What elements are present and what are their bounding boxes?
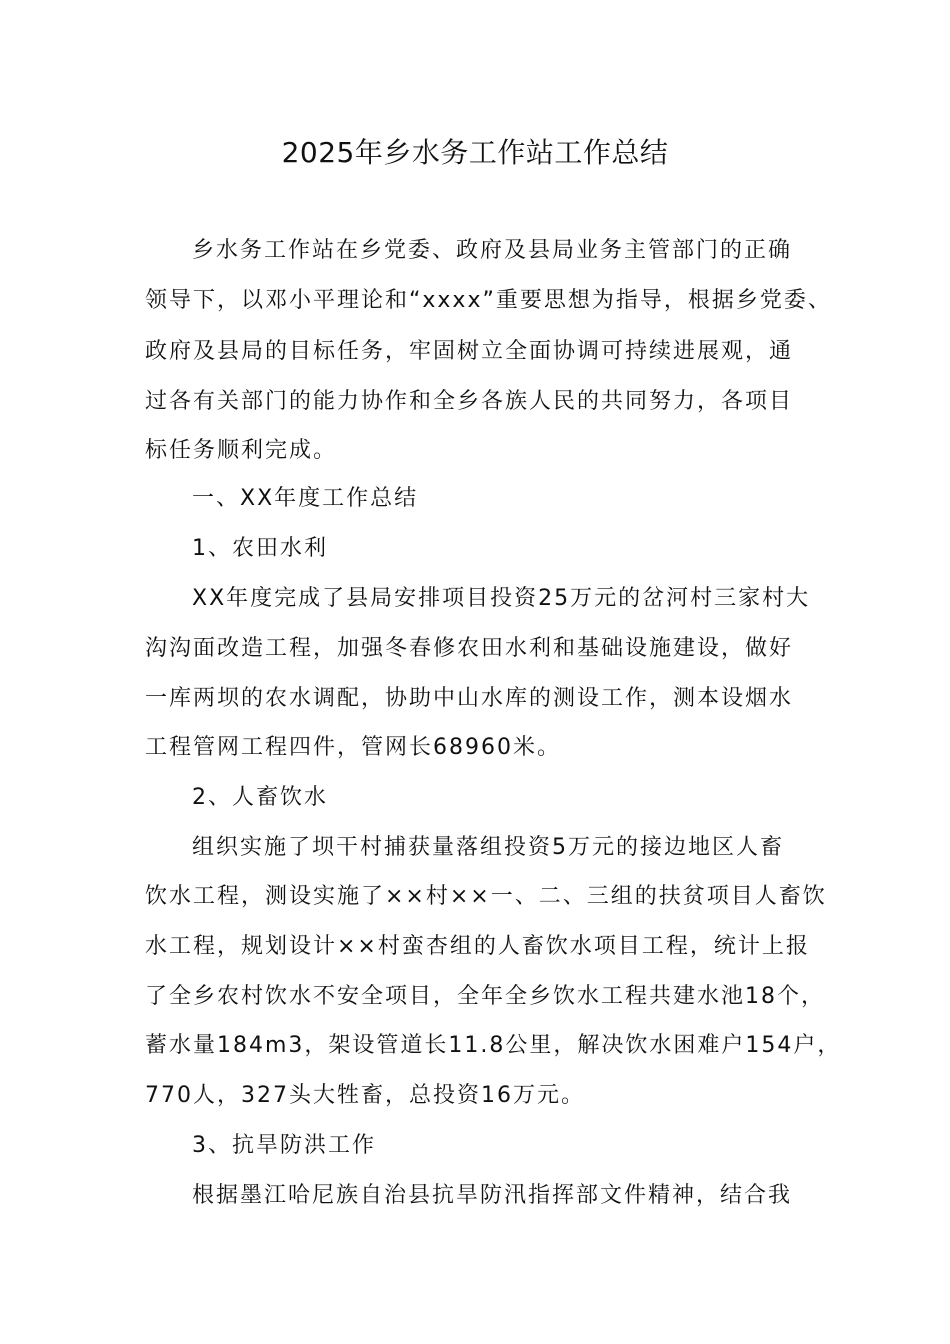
document-title: 2025年乡水务工作站工作总结 — [281, 136, 669, 169]
paragraph-line: 蓄水量184m3，架设管道长11.8公里，解决饮水困难户154户， — [145, 1033, 842, 1058]
paragraph-line: 组织实施了坝干村捕获量落组投资5万元的接边地区人畜 — [192, 835, 784, 860]
section-heading: 一、XX年度工作总结 — [192, 486, 419, 511]
paragraph-line: 了全乡农村饮水不安全项目，全年全乡饮水工程共建水池18个， — [145, 984, 825, 1009]
subsection-heading: 2、人畜饮水 — [192, 785, 328, 810]
paragraph-line: 领导下，以邓小平理论和“xxxx”重要思想为指导，根据乡党委、 — [145, 288, 832, 313]
paragraph-line: 770人，327头大牲畜，总投资16万元。 — [145, 1083, 585, 1108]
paragraph-line: 一库两坝的农水调配，协助中山水库的测设工作，测本设烟水 — [145, 686, 794, 711]
paragraph-line: 饮水工程，测设实施了××村××一、二、三组的扶贫项目人畜饮 — [145, 884, 827, 909]
paragraph-line: 根据墨江哈尼族自治县抗旱防汛指挥部文件精神，结合我 — [192, 1183, 793, 1208]
subsection-heading: 3、抗旱防洪工作 — [192, 1133, 376, 1158]
paragraph-line: 工程管网工程四件，管网长68960米。 — [145, 735, 561, 760]
paragraph-line: 政府及县局的目标任务，牢固树立全面协调可持续进展观，通 — [145, 339, 794, 364]
paragraph-line: XX年度完成了县局安排项目投资25万元的岔河村三家村大 — [192, 586, 811, 611]
paragraph-line: 标任务顺利完成。 — [145, 438, 338, 463]
subsection-heading: 1、农田水利 — [192, 536, 328, 561]
paragraph-line: 过各有关部门的能力协作和全乡各族人民的共同努力，各项目 — [145, 389, 794, 414]
paragraph-line: 乡水务工作站在乡党委、政府及县局业务主管部门的正确 — [192, 238, 793, 263]
paragraph-line: 沟沟面改造工程，加强冬春修农田水利和基础设施建设，做好 — [145, 636, 794, 661]
paragraph-line: 水工程，规划设计××村蛮杏组的人畜饮水项目工程，统计上报 — [145, 934, 810, 959]
